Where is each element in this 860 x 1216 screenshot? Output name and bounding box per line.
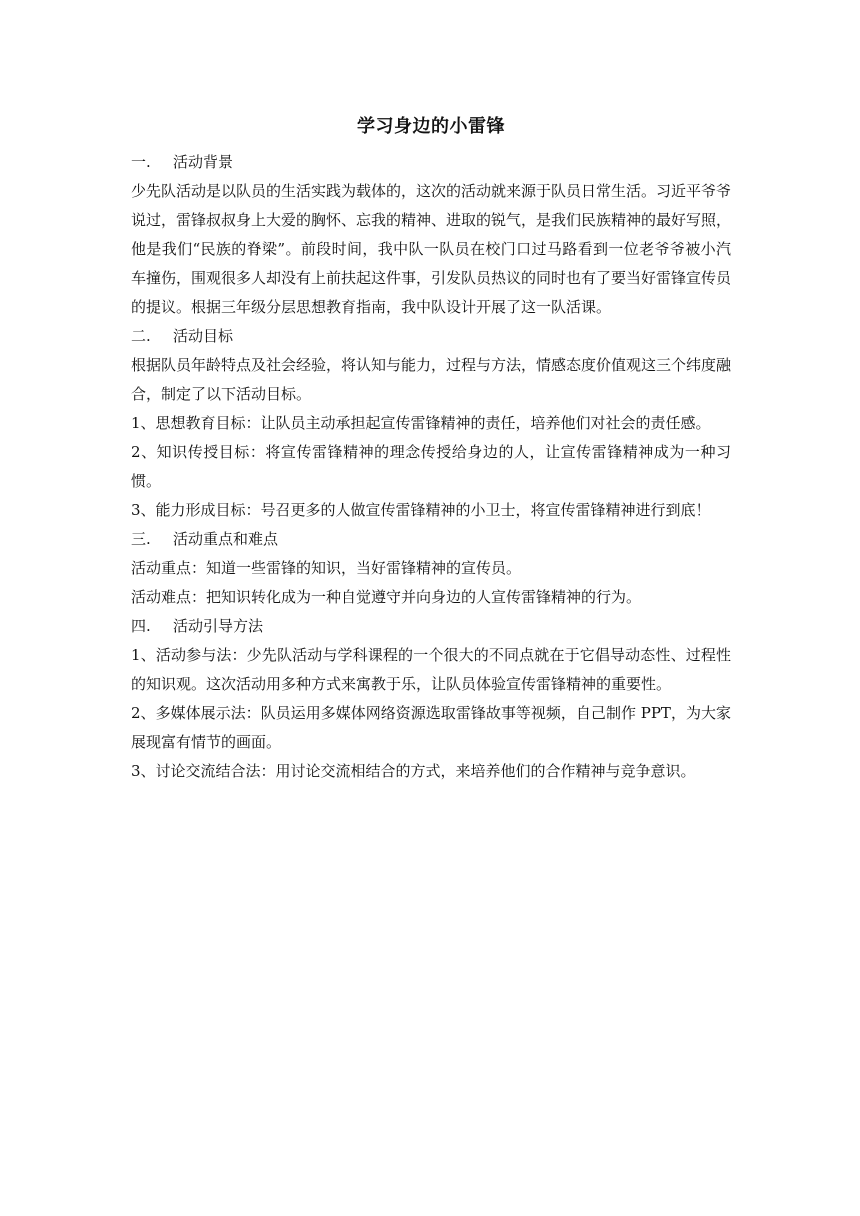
- section-heading-key-points: [131, 525, 731, 554]
- section-heading-methods: [131, 612, 731, 641]
- paragraph: 3、能力形成目标：号召更多的人做宣传雷锋精神的小卫士，将宣传雷锋精神进行到底！: [131, 501, 711, 519]
- section-heading-background: [131, 148, 731, 177]
- section-number: 一.: [131, 153, 151, 171]
- section-number: 三.: [131, 530, 151, 548]
- section-title: 活动背景: [173, 153, 234, 171]
- paragraph: 少先队活动是以队员的生活实践为载体的，这次的活动就来源于队员日常生活。习近平爷爷说过，雷锋叔叔身上大爱的胸怀、忘我的精神、进取的锐气，是我们民族精神的最好写照，他是我们“民族的脊梁”。前段时间，我中队一队员在校门口过马路看到一位老爷爷被小汽车撞伤，围观很多人却没有上前扶起这件事，引发队员热议的同时也有了要当好雷锋宣传员的提议。根据三年级分层思想教育指南，我中队设计开展了这一队活课。: [131, 182, 732, 316]
- paragraph: 1、思想教育目标：让队员主动承担起宣传雷锋精神的责任，培养他们对社会的责任感。: [131, 414, 711, 432]
- section-heading-goals: [131, 322, 731, 351]
- paragraph: 根据队员年龄特点及社会经验，将认知与能力，过程与方法，情感态度价值观这三个纬度融合，制定了以下活动目标。: [131, 356, 732, 403]
- section-title: 活动重点和难点: [173, 530, 279, 548]
- paragraph: 3、讨论交流结合法：用讨论交流相结合的方式，来培养他们的合作精神与竞争意识。: [131, 762, 696, 780]
- paragraph: 活动难点：把知识转化成为一种自觉遵守并向身边的人宣传雷锋精神的行为。: [131, 588, 642, 606]
- paragraph: 2、多媒体展示法：队员运用多媒体网络资源选取雷锋故事等视频，自己制作 PPT，为大家展现富有情节的画面。: [131, 704, 731, 751]
- paragraph: 活动重点：知道一些雷锋的知识，当好雷锋精神的宣传员。: [131, 559, 522, 577]
- section-title: 活动引导方法: [173, 617, 264, 635]
- paragraph: 2、知识传授目标：将宣传雷锋精神的理念传授给身边的人，让宣传雷锋精神成为一种习惯。: [131, 443, 731, 490]
- section-number: 四.: [131, 617, 151, 635]
- section-title: 活动目标: [173, 327, 234, 345]
- document-body: [131, 114, 731, 786]
- document-title: 学习身边的小雷锋: [357, 116, 505, 137]
- paragraph: 1、活动参与法：少先队活动与学科课程的一个很大的不同点就在于它倡导动态性、过程性的知识观。这次活动用多种方式来寓教于乐，让队员体验宣传雷锋精神的重要性。: [131, 646, 731, 693]
- section-number: 二.: [131, 327, 151, 345]
